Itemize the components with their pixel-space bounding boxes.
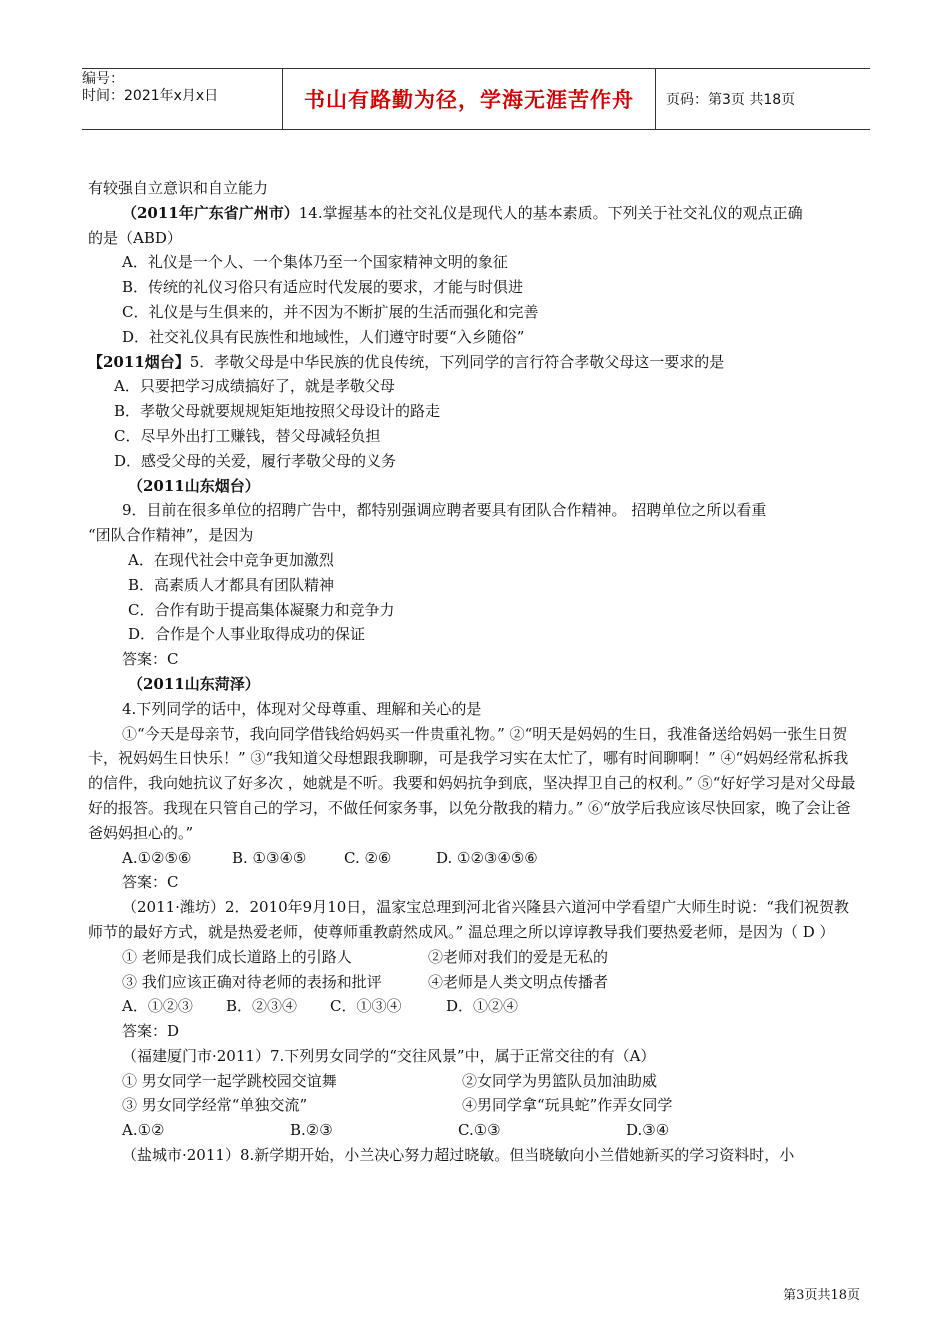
option-a: A．在现代社会中竞争更加激烈 xyxy=(128,550,334,569)
option-c: C．①③④ xyxy=(330,997,402,1016)
option-a: A.①② xyxy=(122,1121,165,1140)
option-c: C.①③ xyxy=(458,1121,501,1140)
statement-4: ④男同学拿“玩具蛇”作弄女同学 xyxy=(462,1096,673,1115)
date-label: 时间：2021年x月x日 xyxy=(82,88,219,104)
question-text-cont: 的是（ABD） xyxy=(88,228,182,247)
option-b: B．传统的礼仪习俗只有适应时代发展的要求，才能与时俱进 xyxy=(122,278,524,297)
option-a: A．礼仪是一个人、一个集体乃至一个国家精神文明的象征 xyxy=(122,253,508,272)
option-row xyxy=(88,1118,863,1143)
statement-3: ③ 男女同学经常“单独交流” xyxy=(122,1096,308,1115)
header-left-cell xyxy=(82,69,282,129)
question-9: 9．目前在很多单位的招聘广告中，都特别强调应聘者要具有团队合作精神。 招聘单位之所以看重 xyxy=(122,501,767,520)
question-text: 5．孝敬父母是中华民族的优良传统，下列同学的言行符合孝敬父母这一要求的是 xyxy=(189,352,725,371)
option-b: B．孝敬父母就要规规矩矩地按照父母设计的路走 xyxy=(114,402,441,421)
answer: 答案：D xyxy=(122,1022,180,1041)
question-2: （2011·潍坊）2．2010年9月10日，温家宝总理到河北省兴隆县六道河中学看望广大师生时说：“我们祝贺教师节的最好方式，就是热爱老师，使尊师重教蔚然成风。” 温总理之所以谆谆教导我们要热爱老师，是因为（ D ） xyxy=(88,898,849,941)
statement-row xyxy=(88,970,863,995)
question-text: 14.掌握基本的社交礼仪是现代人的基本素质。下列关于社交礼仪的观点正确 xyxy=(298,203,803,222)
option-c: C．合作有助于提高集体凝聚力和竞争力 xyxy=(128,600,395,619)
page-header xyxy=(82,68,870,130)
answer: 答案：C xyxy=(122,873,179,892)
option-d: D.③④ xyxy=(626,1121,670,1140)
motto: 书山有路勤为径，学海无涯苦作舟 xyxy=(282,69,656,129)
document-body xyxy=(88,176,863,1168)
option-b: B.②③ xyxy=(290,1121,333,1140)
number-label: 编号： xyxy=(82,71,124,87)
question-7: （福建厦门市·2011）7.下列男女同学的“交往风景”中，属于正常交往的有（A） xyxy=(122,1046,656,1065)
statement-2: ②女同学为男篮队员加油助威 xyxy=(462,1071,658,1090)
option-d: D．感受父母的关爱，履行孝敬父母的义务 xyxy=(114,451,397,470)
option-b: B．②③④ xyxy=(226,997,298,1016)
question-body: ①“今天是母亲节，我向同学借钱给妈妈买一件贵重礼物。” ②“明天是妈妈的生日，我准备送给妈妈一张生日贺卡，祝妈妈生日快乐！” ③“我知道父母想跟我聊聊，可是我学习实在太忙了，哪有时间聊啊！” ④“妈妈经常私拆我的信件，我向她抗议了好多次 ，她就是不听。我要和妈妈抗争到底，坚决捍卫自己的权利。” ⑤“好好学习是对父母最好的报答。我现在只管自己的学习，不做任何家务事，以免分散我的精力。” ⑥“放学后我应该尽快回家，晚了会让爸爸妈妈担心的。” xyxy=(88,724,856,842)
statement-2: ②老师对我们的爱是无私的 xyxy=(428,947,609,966)
page-info: 页码：第3页 共18页 xyxy=(666,92,796,108)
statement-row xyxy=(88,945,863,970)
question-source: （2011山东烟台） xyxy=(128,476,260,495)
text-line: 有较强自立意识和自立能力 xyxy=(88,179,269,197)
option-b: B. ①③④⑤ xyxy=(232,848,307,867)
statement-1: ① 男女同学一起学跳校园交谊舞 xyxy=(122,1071,337,1090)
option-b: B．高素质人才都具有团队精神 xyxy=(128,575,335,594)
option-d: D．社交礼仪具有民族性和地域性，人们遵守时要“入乡随俗” xyxy=(122,327,525,346)
option-c: C．尽早外出打工赚钱，替父母减轻负担 xyxy=(114,426,381,445)
question-5 xyxy=(88,350,863,375)
question-text-cont: “团队合作精神”，是因为 xyxy=(88,526,254,545)
option-d: D. ①②③④⑤⑥ xyxy=(436,848,538,867)
option-c: C. ②⑥ xyxy=(344,848,392,867)
question-8: （盐城市·2011）8.新学期开始，小兰决心努力超过晓敏。但当晓敏向小兰借她新买的学习资料时，小 xyxy=(122,1146,795,1165)
option-d: D．合作是个人事业取得成功的保证 xyxy=(128,625,366,644)
option-row xyxy=(88,994,863,1019)
statement-row xyxy=(88,1069,863,1094)
page-footer: 第3页共18页 xyxy=(783,1288,860,1303)
option-a: A．只要把学习成绩搞好了，就是孝敬父母 xyxy=(114,377,395,396)
statement-row xyxy=(88,1093,863,1118)
statement-3: ③ 我们应该正确对待老师的表扬和批评 xyxy=(122,972,382,991)
option-c: C．礼仪是与生俱来的，并不因为不断扩展的生活而强化和完善 xyxy=(122,302,539,321)
question-source: 【2011烟台】 xyxy=(88,352,190,371)
statement-4: ④老师是人类文明点传播者 xyxy=(428,972,609,991)
statement-1: ① 老师是我们成长道路上的引路人 xyxy=(122,947,352,966)
option-d: D．①②④ xyxy=(446,997,519,1016)
question-source: （2011年广东省广州市） xyxy=(122,203,299,222)
answer: 答案：C xyxy=(122,650,179,669)
question-source: （2011山东菏泽） xyxy=(128,674,260,693)
question-14 xyxy=(88,201,863,226)
question-4: 4.下列同学的话中，体现对父母尊重、理解和关心的是 xyxy=(122,699,482,718)
option-a: A．①②③ xyxy=(122,997,193,1016)
option-a: A.①②⑤⑥ xyxy=(122,848,192,867)
option-row xyxy=(88,846,863,871)
